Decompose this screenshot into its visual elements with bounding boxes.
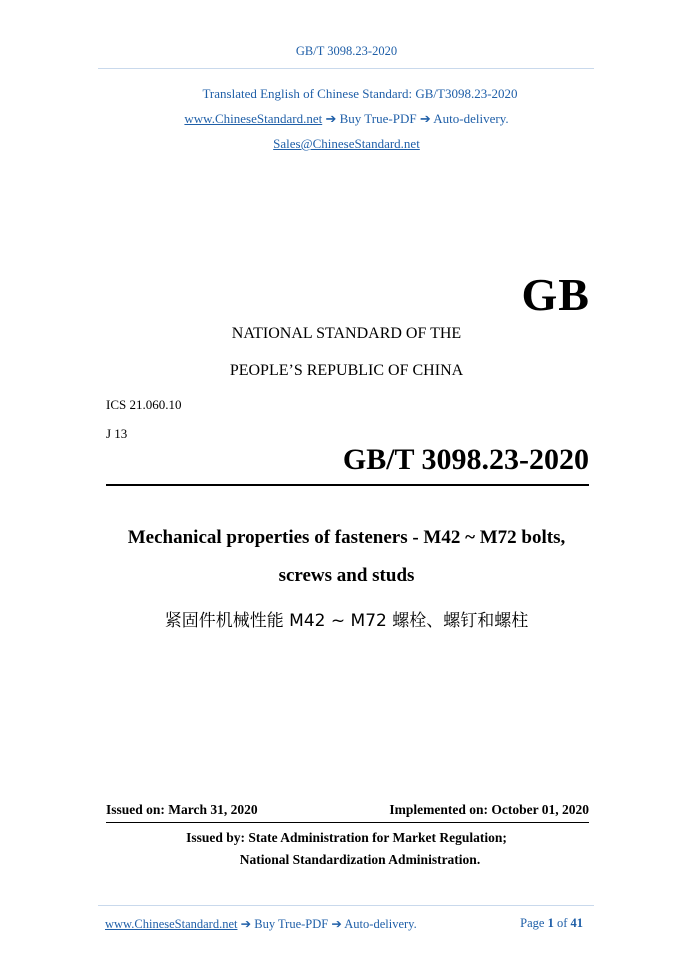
issue-divider	[106, 822, 589, 823]
footer-promo	[105, 916, 417, 932]
footer-divider	[98, 905, 594, 906]
email-line	[0, 136, 693, 152]
translation-notice: Translated English of Chinese Standard: GB/T3098.23-2020	[202, 86, 518, 101]
national-standard-line1: NATIONAL STANDARD OF THE	[231, 325, 462, 342]
arrow-icon: ➔	[325, 111, 337, 126]
page-label: Page	[520, 916, 545, 930]
document-title-line1: Mechanical properties of fasteners - M42 ~ M72 bolts,	[127, 527, 566, 548]
running-header: GB/T 3098.23-2020	[295, 44, 398, 58]
chinese-title: 紧固件机械性能 M42 ~ M72 螺栓、螺钉和螺柱	[164, 611, 529, 631]
page-of: of	[556, 916, 568, 930]
site-link[interactable]: www.ChineseStandard.net	[184, 111, 323, 126]
header-divider	[98, 68, 594, 69]
auto-delivery-text: Auto-delivery.	[433, 111, 509, 126]
national-standard-line2: PEOPLE’S REPUBLIC OF CHINA	[229, 362, 464, 379]
footer-buy-text: Buy True-PDF	[254, 917, 329, 931]
ics-code: ICS 21.060.10	[106, 397, 182, 412]
sales-email-link[interactable]: Sales@ChineseStandard.net	[273, 136, 420, 151]
issuer-line2: National Standardization Administration.	[239, 852, 481, 867]
arrow-icon: ➔	[419, 111, 431, 126]
ccs-code: J 13	[106, 426, 128, 441]
standard-number-rule	[106, 484, 589, 486]
footer-site-link[interactable]: www.ChineseStandard.net	[105, 917, 238, 931]
document-title-line2: screws and studs	[278, 565, 415, 586]
standard-number: GB/T 3098.23-2020	[342, 443, 589, 476]
page-indicator	[520, 916, 583, 931]
page-current: 1	[547, 916, 554, 930]
buy-pdf-text: Buy True-PDF	[339, 111, 417, 126]
issuer-line1: Issued by: State Administration for Market Regulation;	[186, 830, 507, 845]
issued-date: Issued on: March 31, 2020	[106, 802, 258, 817]
arrow-icon: ➔	[331, 917, 342, 931]
page-total: 41	[570, 916, 583, 930]
gb-mark: GB	[521, 269, 590, 320]
arrow-icon: ➔	[240, 917, 252, 931]
promo-line	[0, 111, 693, 127]
implemented-date: Implemented on: October 01, 2020	[389, 802, 589, 817]
footer-delivery-text: Auto-delivery.	[344, 917, 417, 931]
